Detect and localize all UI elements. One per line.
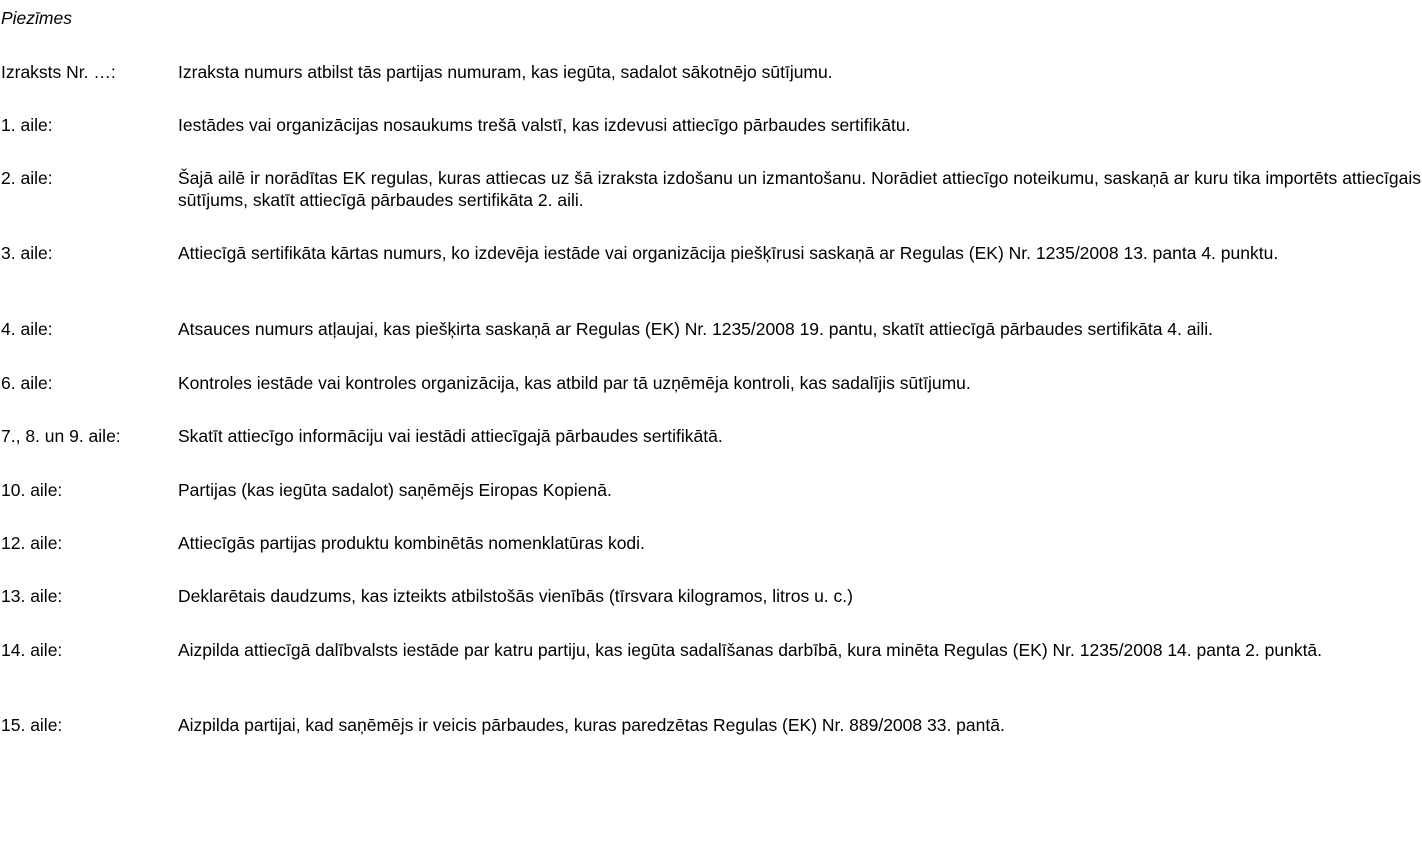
note-label: 7., 8. un 9. aile: <box>1 426 121 446</box>
note-text: Izraksta numurs atbilst tās partijas numuram, kas iegūta, sadalot sākotnējo sūtījumu. <box>178 62 833 82</box>
note-text: Aizpilda partijai, kad saņēmējs ir veicis pārbaudes, kuras paredzētas Regulas (EK) Nr. 889/2008 33. pantā. <box>178 715 1005 735</box>
note-label: 6. aile: <box>1 373 53 393</box>
note-text: Partijas (kas iegūta sadalot) saņēmējs Eiropas Kopienā. <box>178 480 612 500</box>
note-label: 14. aile: <box>1 640 63 660</box>
note-label: 15. aile: <box>1 715 63 735</box>
note-text: Deklarētais daudzums, kas izteikts atbilstošās vienībās (tīrsvara kilogramos, litros u. c.) <box>178 586 853 606</box>
note-label: 12. aile: <box>1 533 63 553</box>
note-text: Iestādes vai organizācijas nosaukums trešā valstī, kas izdevusi attiecīgo pārbaudes sertifikātu. <box>178 115 911 135</box>
note-label: 4. aile: <box>1 319 53 339</box>
note-text: Attiecīgā sertifikāta kārtas numurs, ko izdevēja iestāde vai organizācija piešķīrusi saskaņā ar Regulas (EK) Nr. 1235/2008 13. panta 4. punktu. <box>178 243 1279 263</box>
note-text: Kontroles iestāde vai kontroles organizācija, kas atbild par tā uzņēmēja kontroli, kas sadalījis sūtījumu. <box>178 373 971 393</box>
note-label: 2. aile: <box>1 168 53 188</box>
note-text: Attiecīgās partijas produktu kombinētās nomenklatūras kodi. <box>178 533 645 553</box>
notes-heading: Piezīmes <box>1 8 72 28</box>
note-label: Izraksts Nr. …: <box>1 62 116 82</box>
note-label: 1. aile: <box>1 115 53 135</box>
note-text: Aizpilda attiecīgā dalībvalsts iestāde par katru partiju, kas iegūta sadalīšanas darbībā, kura minēta Regulas (EK) Nr. 1235/2008 14. panta 2. punktā. <box>178 640 1323 660</box>
note-label: 3. aile: <box>1 243 53 263</box>
note-text: Skatīt attiecīgo informāciju vai iestādi attiecīgajā pārbaudes sertifikātā. <box>178 426 723 446</box>
note-label: 10. aile: <box>1 480 63 500</box>
note-text: Atsauces numurs atļaujai, kas piešķirta saskaņā ar Regulas (EK) Nr. 1235/2008 19. pantu, skatīt attiecīgā pārbaudes sertifikāta 4. aili. <box>178 319 1214 339</box>
note-label: 13. aile: <box>1 586 63 606</box>
note-text: Šajā ailē ir norādītas EK regulas, kuras attiecas uz šā izraksta izdošanu un izmantošanu. Norādiet attiecīgo noteikumu, saskaņā ar kuru tika importēts attiecīgais sūtījums, skatīt attiecīgā pārbaudes sertifikāta 2. aili. <box>178 168 1421 210</box>
